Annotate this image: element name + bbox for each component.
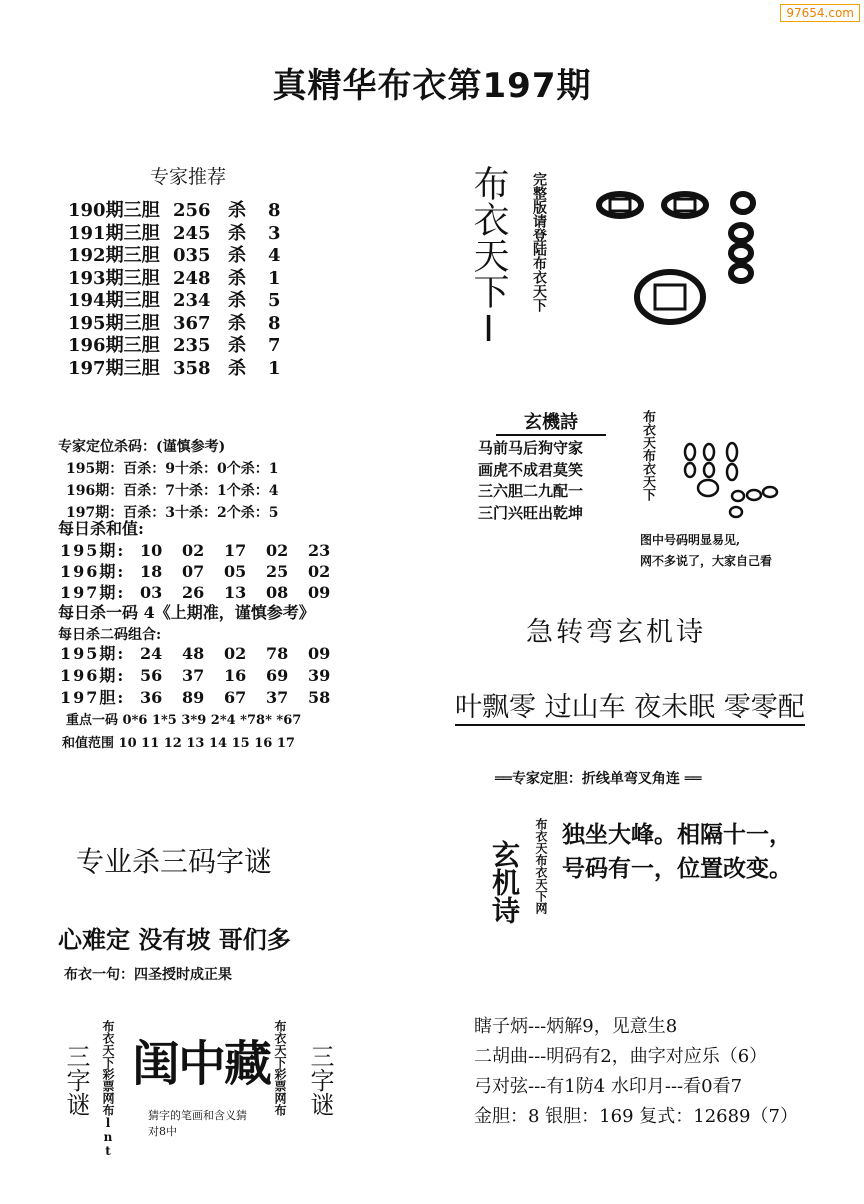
kill-number: 5 [268,290,281,311]
number-cell: 37 [266,688,289,707]
daily-kill-sum-title: 每日杀和值: [58,519,144,538]
kill-number: 8 [268,312,281,334]
three-char-riddle-label-left: 三字谜 [62,1044,90,1116]
sum-range-line: 和值范围 10 11 12 13 14 15 16 17 [62,736,295,751]
period-label: 192期三胆 [68,245,160,266]
dan-numbers: 035 [173,245,211,266]
dan-numbers: 358 [173,357,211,379]
pro-kill-three-title: 专业杀三码字谜 [76,845,273,878]
number-row [60,540,350,561]
xuanji-poem-title: 玄機詩 [496,408,606,436]
poem-line: 画虎不成君莫笑 [478,460,584,479]
number-cell: 16 [224,666,247,685]
number-cell: 69 [266,666,289,685]
number-cell: 10 [140,541,163,560]
kill-number: 8 [268,200,281,221]
period-label: 196期: [60,562,126,581]
number-cell: 05 [224,562,247,581]
kill-label: 杀 [228,267,246,289]
position-kill-block [58,436,278,524]
number-cell: 13 [224,583,247,602]
number-cell: 39 [308,666,331,685]
number-cell: 48 [182,644,205,663]
guess-hint [148,1108,247,1140]
number-cell: 17 [224,541,247,560]
site-name-vertical-right: 布衣天下彩票网布 [273,1020,287,1116]
xuanji-poem-line: 号码有一，位置改变。 [562,855,792,882]
poem-line: 三门兴旺出乾坤 [478,503,584,522]
number-cell: 02 [266,541,289,560]
number-cell: 02 [224,644,247,663]
expert-recommend-row [68,335,281,358]
number-cell: 03 [140,583,163,602]
expert-recommend-row [68,268,281,291]
expert-recommend-row [68,200,281,223]
position-kill-title: 专家定位杀码：(谨慎参考) [58,439,226,455]
number-cell: 56 [140,666,163,685]
poem-line: 马前马后狗守家 [478,439,584,457]
riddle-line: 心难定 没有坡 哥们多 [58,926,291,954]
page-title: 真精华布衣第197期 [272,66,592,106]
number-cell: 09 [308,583,331,602]
position-kill-row: 197期：百杀：3十杀：2个杀：5 [66,505,279,521]
riddle-poem-line: 叶飘零 过山车 夜未眠 零零配 [455,685,805,726]
period-label: 195期: [60,644,126,663]
daily-kill-one-code: 每日杀一码 4《上期准，谨慎参考》 [58,603,315,622]
answers-block [474,1012,798,1132]
dan-numbers: 367 [173,312,211,334]
dan-numbers: 245 [173,222,211,244]
number-cell: 08 [266,583,289,602]
number-cell: 78 [266,644,289,663]
number-row [60,643,350,665]
site-name-vertical-left: 布衣天下彩票网布lnt [101,1020,115,1158]
kill-label: 杀 [228,357,246,379]
guess-hint-line: 对8中 [148,1125,177,1138]
period-label: 195期: [60,541,126,560]
number-row [60,687,350,709]
period-label: 190期三胆 [68,200,160,221]
period-label: 193期三胆 [68,267,160,289]
full-version-note: 完整版请登陆布衣天下 [531,172,547,312]
kill-number: 7 [268,335,281,356]
period-label: 195期三胆 [68,312,160,334]
number-cell: 25 [266,562,289,581]
site-watermark: 97654.com [780,4,860,22]
answer-line: 瞎子炳---炳解9，见意生8 [474,1016,678,1037]
number-cell: 09 [308,644,331,663]
xuanji-poem-vertical-title: 玄机诗 [488,840,521,924]
position-kill-row: 195期：百杀：9十杀：0个杀：1 [66,461,279,477]
expert-recommend-row [68,358,281,381]
number-cell: 24 [140,644,163,663]
position-kill-row: 196期：百杀：7十杀：1个杀：4 [66,483,279,499]
answer-line: 二胡曲---明码有2，曲字对应乐（6） [474,1046,768,1067]
coin-chain-image [680,440,790,530]
kill-label: 杀 [228,222,246,244]
kill-label: 杀 [228,200,246,221]
period-label: 197期: [60,583,126,602]
expert-fixed-dan-line: ══专家定胆：折线单弯叉角连 ══ [495,771,702,787]
number-row [60,665,350,687]
poem-line: 三六胆二九配一 [478,482,584,500]
period-label: 194期三胆 [68,290,160,311]
kill-label: 杀 [228,312,246,334]
expert-recommend-table [68,200,281,380]
kill-number: 1 [268,357,281,379]
image-hint-line-1: 图中号码明显易见, [640,533,741,547]
answer-line: 金胆：8 银胆：169 复式：12689（7） [474,1106,798,1127]
buyi-one-sentence: 布衣一句：四圣授时成正果 [64,967,232,983]
site-name-vertical: 布衣天布衣天下网 [534,818,548,914]
daily-kill-sum-table [60,540,350,603]
kill-label: 杀 [228,335,246,356]
xuanji-poem-text [562,818,792,886]
xuanji-poem-box [478,408,623,524]
period-label: 196期: [60,666,126,685]
big-riddle-text: 闺中藏 [132,1036,271,1092]
number-cell: 07 [182,562,205,581]
kill-number: 3 [268,222,281,244]
dan-numbers: 256 [173,200,211,221]
kill-label: 杀 [228,245,246,266]
guess-hint-line: 猜字的笔画和含义猜 [148,1109,247,1122]
dan-numbers: 248 [173,267,211,289]
number-cell: 18 [140,562,163,581]
period-label: 197胆: [60,688,126,707]
number-cell: 89 [182,688,205,707]
answer-line: 弓对弦---有1防4 水印月---看0看7 [474,1076,743,1097]
period-label: 197期三胆 [68,357,160,379]
period-label: 196期三胆 [68,335,160,356]
coin-pattern-image [595,185,785,335]
site-name-vertical: 布衣天布衣天下 [640,410,655,501]
expert-recommend-title: 专家推荐 [150,166,227,188]
number-cell: 26 [182,583,205,602]
number-cell: 58 [308,688,331,707]
number-cell: 23 [308,541,331,560]
dan-numbers: 235 [173,335,211,356]
daily-kill-two-code-table [60,643,350,709]
three-char-riddle-label-right: 三字谜 [306,1044,334,1116]
xuanji-poem-line: 独坐大峰。相隔十一， [562,821,792,848]
expert-recommend-row [68,313,281,336]
number-cell: 02 [182,541,205,560]
riddle-poem-title: 急转弯玄机诗 [526,617,706,648]
number-row [60,561,350,582]
expert-recommend-row [68,290,281,313]
dan-numbers: 234 [173,290,211,311]
expert-recommend-row [68,223,281,246]
number-cell: 67 [224,688,247,707]
buyi-tianxia-vertical: 布衣天下I [468,165,509,350]
kill-label: 杀 [228,290,246,311]
number-cell: 36 [140,688,163,707]
key-one-code-line: 重点一码 0*6 1*5 3*9 2*4 *78* *67 [66,713,302,728]
kill-number: 4 [268,245,281,266]
period-label: 191期三胆 [68,222,160,244]
image-hint-line-2: 网不多说了，大家自己看 [640,554,773,568]
kill-number: 1 [268,267,281,289]
number-cell: 02 [308,562,331,581]
daily-kill-two-code-title: 每日杀二码组合: [58,627,162,643]
number-cell: 37 [182,666,205,685]
expert-recommend-row [68,245,281,268]
